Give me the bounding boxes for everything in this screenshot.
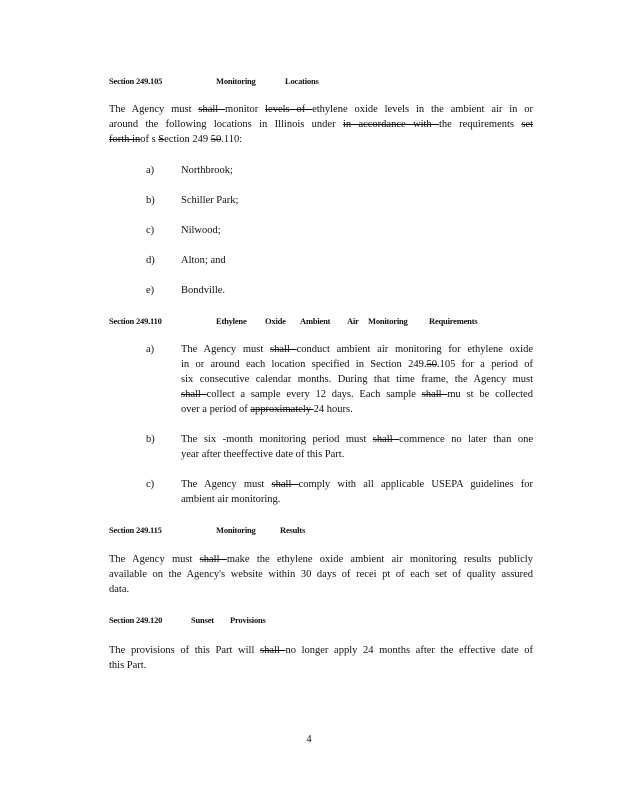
deleted-text: shall <box>198 104 226 115</box>
deleted-text: set <box>521 119 534 130</box>
section-number: Section 249.120 <box>109 615 163 625</box>
section-title-word: Monitoring <box>216 525 256 535</box>
text-line <box>181 402 533 417</box>
deleted-text: shall <box>181 389 207 400</box>
list-item-text: Alton; and <box>181 255 226 266</box>
text-line <box>181 477 533 492</box>
text-line <box>109 552 533 567</box>
text-line <box>181 357 533 372</box>
text-run: data. <box>109 584 130 595</box>
text-run: .105 for a period of <box>436 359 533 370</box>
deleted-text: S <box>158 134 165 145</box>
text-line <box>109 117 533 132</box>
text-run: mu st be collected <box>447 389 533 400</box>
text-run: The six -month monitoring period must <box>181 434 373 445</box>
section-title-word: Locations <box>285 76 319 86</box>
text-run: available on the Agency's website within 30 days of recei pt of each set of quality assured <box>109 569 533 580</box>
deleted-text: forth in <box>109 134 141 145</box>
list-item-label: e) <box>146 285 155 296</box>
section-title-word: Ambient <box>300 316 331 326</box>
text-line <box>181 447 533 462</box>
text-run: the requirements <box>439 119 522 130</box>
list-item-label: b) <box>146 434 155 445</box>
deleted-text: in accordance with <box>342 119 440 130</box>
text-run: monitor <box>225 104 266 115</box>
section-title-word: Provisions <box>230 615 266 625</box>
list-item-text <box>181 432 533 462</box>
text-run: ethylene oxide levels in the ambient air in or <box>312 104 533 115</box>
section-title-word: Requirements <box>429 316 478 326</box>
deleted-text: shall <box>199 554 227 565</box>
deleted-text: shall <box>421 389 448 400</box>
text-line <box>181 387 533 402</box>
section-title-word: Air <box>347 316 359 326</box>
section-title-word: Oxide <box>265 316 286 326</box>
list-item-text <box>181 342 533 417</box>
text-run: The Agency must <box>109 104 199 115</box>
list-item-label: c) <box>146 225 155 236</box>
deleted-text: shall <box>270 344 297 355</box>
deleted-text: shall <box>260 645 286 656</box>
list-item-label: a) <box>146 344 155 355</box>
text-line <box>109 582 533 597</box>
section-title-word: Ethylene <box>216 316 247 326</box>
section-title-word: Monitoring <box>216 76 256 86</box>
text-run: 24 hours. <box>313 404 353 415</box>
section-title-word: Sunset <box>191 615 214 625</box>
text-run: over a period of <box>181 404 251 415</box>
text-run: around the following locations in Illinois under <box>109 119 343 130</box>
list-item-label: d) <box>146 255 155 266</box>
text-line <box>109 102 533 117</box>
text-run: in or around each location specified in Section 249. <box>181 359 427 370</box>
deleted-text: 50 <box>210 134 222 145</box>
list-item-text: Nilwood; <box>181 225 221 236</box>
text-run: six consecutive calendar months. During that time frame, the Agency must <box>181 374 533 385</box>
text-run: The provisions of this Part will <box>109 645 260 656</box>
deleted-text: approximately <box>250 404 314 415</box>
text-line <box>181 492 533 507</box>
list-item-text: Schiller Park; <box>181 195 239 206</box>
section-249-115-paragraph <box>109 552 533 597</box>
section-title-word: Results <box>280 525 306 535</box>
list-item-label: c) <box>146 479 155 490</box>
list-item-text <box>181 477 533 507</box>
section-number: Section 249.105 <box>109 76 163 86</box>
text-run: this Part. <box>109 660 147 671</box>
text-run: collect a sample every 12 days. Each sample <box>206 389 422 400</box>
list-item-text: Northbrook; <box>181 165 233 176</box>
list-item-text: Bondville. <box>181 285 226 296</box>
text-run: ection 249 <box>164 134 211 145</box>
text-line <box>109 132 533 147</box>
text-run: commence no later than one <box>399 434 533 445</box>
section-249-105-paragraph <box>109 102 533 147</box>
section-number: Section 249.110 <box>109 316 162 326</box>
text-run: The Agency must <box>181 479 272 490</box>
list-item-label: a) <box>146 165 155 176</box>
section-title-word: Monitoring <box>368 316 408 326</box>
text-run: make the ethylene oxide ambient air monitoring results publicly <box>226 554 533 565</box>
text-run: no longer apply 24 months after the effective date of <box>285 645 533 656</box>
text-line <box>181 432 533 447</box>
text-line <box>181 342 533 357</box>
text-line <box>109 658 533 673</box>
section-249-120-paragraph <box>109 643 533 673</box>
text-line <box>181 372 533 387</box>
text-run: comply with all applicable USEPA guidelines for <box>298 479 533 490</box>
text-run: conduct ambient air monitoring for ethylene oxide <box>296 344 533 355</box>
text-run: The Agency must <box>181 344 271 355</box>
deleted-text: shall <box>372 434 400 445</box>
page-number: 4 <box>306 734 312 745</box>
list-item-label: b) <box>146 195 155 206</box>
deleted-text: levels of <box>265 104 313 115</box>
deleted-text: shall <box>271 479 299 490</box>
text-run: ambient air monitoring. <box>181 494 281 505</box>
text-line <box>109 567 533 582</box>
section-number: Section 249.115 <box>109 525 162 535</box>
text-run: .110: <box>221 134 243 145</box>
text-run: of s <box>140 134 159 145</box>
text-run: year after theeffective date of this Part. <box>181 449 345 460</box>
text-run: The Agency must <box>109 554 200 565</box>
text-line <box>109 643 533 658</box>
deleted-text: 50 <box>426 359 437 370</box>
